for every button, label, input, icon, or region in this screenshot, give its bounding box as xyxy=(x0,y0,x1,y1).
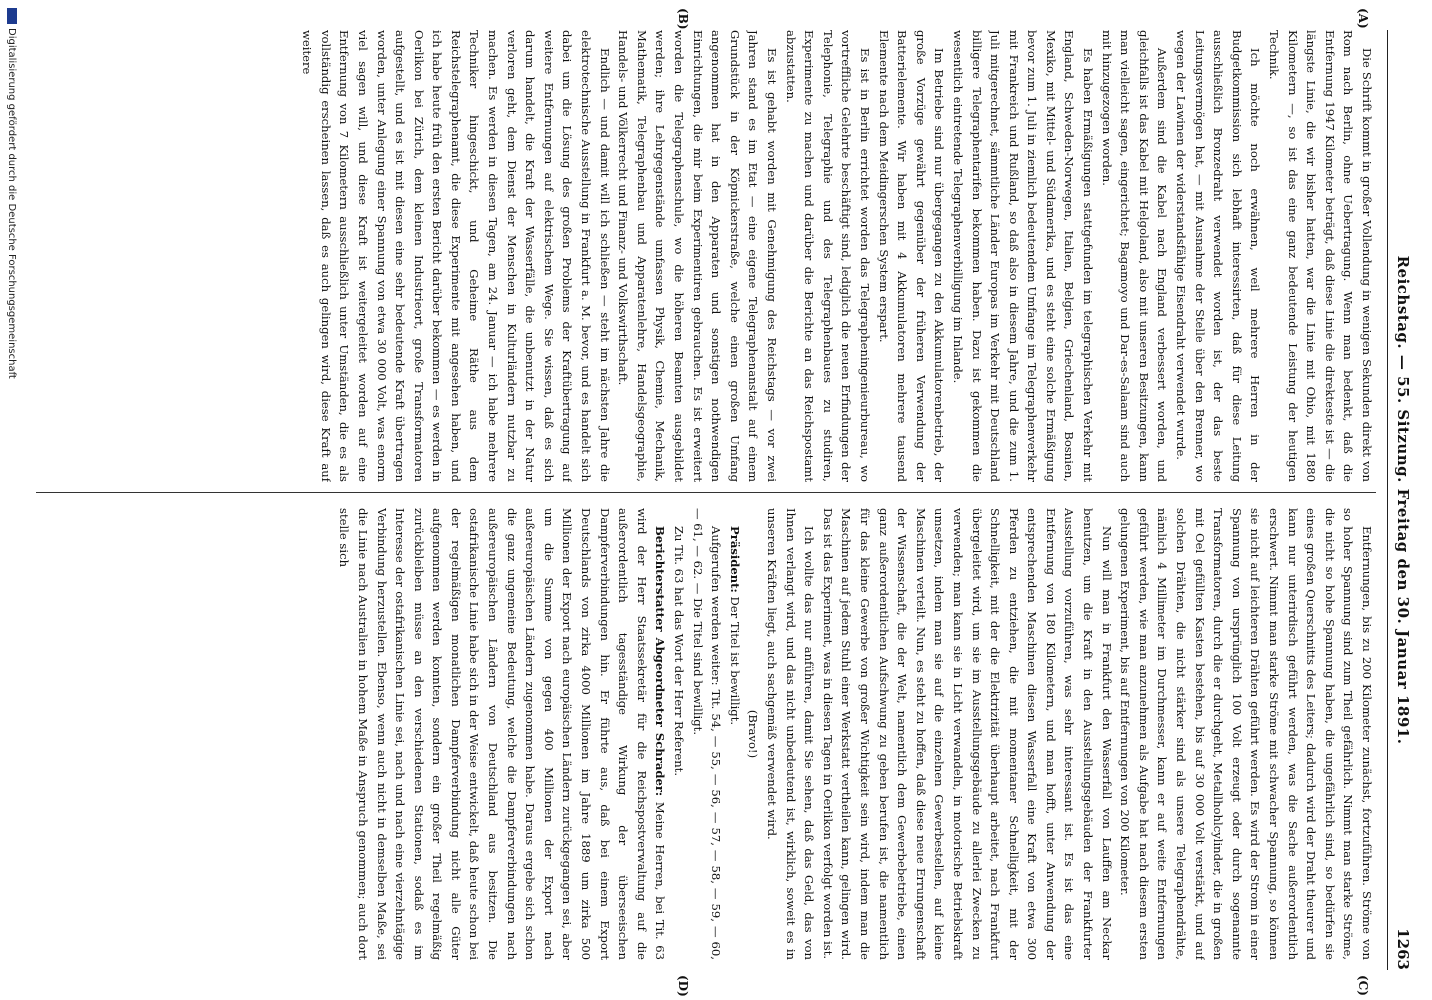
rapporteur-statement xyxy=(335,508,670,960)
paragraph: Ich wollte das nur anführen, damit Sie sehen, daß das Geld, das von Ihnen verlangt wird, und das nicht unbedeutend ist, wirklich, soweit es in unseren Kräften liegt, auch sachgemäß verwendet wird. xyxy=(765,508,817,960)
page-title: Reichstag. — 55. Sitzung. Freitag den 30. Januar 1891. xyxy=(1394,255,1412,745)
left-column xyxy=(36,30,1376,482)
paragraph: Es haben Ermäßigungen stattgefunden im telegraphischen Verkehr mit England, Schweden-Norwegen, Italien, Belgien, Griechenland, Bosnien, Mexiko, mit Mittel- und Südamerika, und es steht eine solche Ermäßigung bevor zum 1. Juli in ziemlich bedeutendem Umfange im Telegraphenverkehr mit Frankreich und Rußland, so daß also in diesem Jahre, und die zum 1. Juli mitgerechnet, sämmtliche Länder Europas im Verkehr mit Deutschland billigere Telegraphentarifen bekommen haben. Dazu ist gekommen die wesentlich eintretende Telegraphenverbilligung im Inlande. xyxy=(950,30,1096,482)
header-rule xyxy=(1387,30,1388,970)
paragraph: Es ist in Berlin errichtet worden das Telegrapheningenieurbureau, wo vortreffliche Gelehrte beschäftigt sind, lediglich die neuen Erfindungen der Telephonie, Telegraphie und des Telegraphenbaues zu studiren, Experimente zu machen und darüber die Berichte an das Reichspostamt abzustatten. xyxy=(783,30,872,482)
right-column xyxy=(36,508,1376,960)
paragraph: Aufgerufen werden weiter: Tit. 54, — 55, — 56, — 57, — 58, — 59, — 60, — 61, — 62. — Die Titel sind bewilligt. xyxy=(690,508,724,960)
paragraph: Zu Tit. 63 hat das Wort der Herr Referent. xyxy=(672,526,687,777)
paragraph: Nun will man in Frankfurt den Wasserfall von Lauffen am Neckar benutzen, um die Kraft in den Ausstellungsgebäuden der Frankfurter Ausstellung vorzuführen, was sehr interessant ist. Es ist das eine Entfernung von 180 Kilometern, und man hofft, unter Anwendung der entsprechenden Maschinen diesen Wasserfall eine Kraft von etwa 300 Pferden zu entziehen, die mit momentaner Schnelligkeit, mit der Schnelligkeit, mit der die Elektrizität überhaupt arbeitet, nach Frankfurt übergeleitet wird, um sie im Ausstellungsgebäude zu allerlei Zwecken zu verwenden; man kann sie in Licht verwandeln, in motorische Betriebskraft umsetzen, indem man sie auf die einzelnen Gewerbestellen, auf kleine Maschinen verteilt. Nun, es steht zu hoffen, daß diese neue Errungenschaft der Wissenschaft, die der Welt, namentlich dem Gewerbebetriebe, einen ganz außerordentlichen Aufschwung zu geben berufen ist, die namentlich für das kleine Gewerbe von großer Wichtigkeit sein wird, indem man die Maschinen auf jedem Stuhl einer Werkstatt vertheilen kann, gelingen wird. Das ist das Experiment, was in diesen Tagen in Oerlikon verfolgt worden ist. xyxy=(820,508,1114,960)
statement-text: Der Titel ist bewilligt. xyxy=(727,596,742,726)
paragraph: Im Betriebe sind nur übergegangen zu den Akkumulatorenbetrieb, der große Vorzüge gewährt gegenüber der früheren Verwendung der Batterielemente. Wir haben mit 4 Akkumulatoren mehrere tausend Elemente nach dem Meidingerschen System erspart. xyxy=(876,30,947,482)
margin-marker-d: (D) xyxy=(676,975,690,997)
margin-marker-c: (C) xyxy=(1356,975,1370,996)
paragraph: Außerdem sind die Kabel nach England verbessert worden, und gleichfalls ist das Kabel mit Helgoland, also mit unseren Besitzungen, kann man vielleicht sagen, eingerichtet; Bagamoyo und Dar-es-Salaam sind auch mit hinzugezogen worden. xyxy=(1099,30,1170,482)
statement-text: Meine Herren, bei Tit. 63 wird der Herr Staatssekretär für die Reichspostverwaltung auf die außerordentlich tagesständige Wirkung der überseeischen Dampferverbindungen hin. Er führte aus, daß bei einem Export Deutschlands von zirka 4000 Millionen im Jahre 1889 um zirka 500 Millionen der Export nach europäischen Ländern zurückgegangen sei, aber um die Summe von gegen 400 Millionen der Export nach außereuropäischen Ländern zugenommen habe. Daraus ergebe sich schon die ganz ungemeine Bedeutung, welche die Dampferverbindungen nach außereuropäischen Ländern von Deutschland aus besitzen. Die ostafrikanische Linie habe sich in der Weise entwickelt, daß heute schon bei der regelmäßigen monatlichen Dampferverbindung nicht alle Güter aufgenommen werden konnten, sondern ein großer Theil regelmäßig zurückbleiben müsse an den verschiedenen Stationen, sodaß es im Interesse der ostafrikanischen Linie sei, nach und nach eine vierzehntägige Verbindung herzustellen. Ebenso, wenn auch nicht in demselben Maße, sei die Linie nach Australien in hohem Maße in Anspruch genommen; auch dort stelle sich xyxy=(337,508,668,960)
paragraph: Die Schrift kommt in großer Vollendung in wenigen Sekunden direkt von Rom nach Berlin, ohne Uebertragung. Wenn man bedenkt, daß die Entfernung 1947 Kilometer beträgt, daß diese Linie die direkteste ist — die längste Linie, die wir bisher hatten, war die Linie mit Ohio, mit 1880 Kilometern —, so ist das eine ganz bedeutende Leistung der heutigen Technik. xyxy=(1267,30,1374,482)
margin-marker-b: (B) xyxy=(676,8,690,30)
column-divider xyxy=(36,492,1376,493)
digitization-footer xyxy=(6,0,17,1000)
applause-note: (Bravo!) xyxy=(746,709,761,759)
margin-marker-a: (A) xyxy=(1356,8,1370,29)
paragraph: Es ist gehabt worden mit Genehmigung des Reichstags — vor zwei Jahren stand es im Etat — eine eigene Telegraphenanstalt auf einem Grundstück in der Köpnickerstraße, welche einen großen Umfang angenommen hat in den Apparaten und sonstigen nothwendigen Einrichtungen, die mir beim Experimentiren gebrauchen. Es ist erweitert worden die Telegraphenschule, wo die höheren Beamten ausgebildet werden; ihre Lehrgegenstände umfassen Physik, Chemie, Mechanik, Mathematik, Telegraphenbau und Apparatenlehre, Handelsgeographie, Handels- und Völkerrecht und Finanz- und Volkswirthschaft. xyxy=(616,30,779,482)
page-header xyxy=(1384,30,1412,970)
president-statement xyxy=(725,508,744,960)
paragraph: Entfernungen, bis zu 200 Kilometer zunächst, fortzuführen. Ströme von so hoher Spannung sind zum Theil gefährlich. Nimmt man starke Ströme, die nicht so hohe Spannung haben, die ungefährlich sind, so bedürfen sie eines großen Querschnitts des Leiters; dadurch wird der Draht theurer und kann nur unterirdisch geführt werden, was die Sache außerordentlich erschwert. Nimmt man starke Ströme mit schwacher Spannung, so können sie nicht auf leichteren Drähten geführt werden. Es wird der Strom in einer Spannung von ursprünglich 100 Volt erzeugt oder durch sogenannte Transformatoren, durch die er durchgeht, Metallhohlcylinder, die in großen mit Oel gefüllten Kasten bestehen, bis auf 30 000 Volt verstärkt, und auf solchen Drähten, die nicht stärker sind als unsere Telegraphendrähte, nämlich 4 Millimeter im Durchmesser, kann er auf weite Entfernungen geführt werden, wie man anzunehmen als Aufgabe hat nach diesem ersten gelungenen Experiment, bis auf Entfernungen von 200 Kilometer. xyxy=(1118,508,1374,960)
paragraph: Endlich — und damit will ich schließen — steht im nächsten Jahre die elektrotechnische Ausstellung in Frankfurt a. M. bevor, und es handelt sich dabei um die Lösung des großen Problems der Kraftübertragung auf weitere Entfernungen auf elektrischem Wege. Sie wissen, daß es sich darum handelt, die Kraft der Wasserfälle, die unbenutzt in der Natur verloren geht, dem Dienst der Menschen in Kulturländern nutzbar zu machen. Es werden in diesen Tagen, am 24. Januar — ich habe mehrere Techniker hingeschickt, und Geheime Räthe aus dem Reichstelegraphenamt, die diese Experimente mit angesehen haben, und ich habe heute früh den ersten Bericht darüber bekommen — es werden in Oerlikon bei Zürich, dem kleinen Industrieort, große Transformatoren aufgestellt, und es ist mit diesen eine sehr bedeutende Kraft übertragen worden, unter Anlegung einer Spannung von etwa 30 000 Volt, was enorm viel sagen will, und diese Kraft ist weitergeleitet worden auf eine Entfernung von 7 Kilometern ausschließlich unter Umständen, die es als vollständig erscheinen lassen, daß es auch gelingen wird, diese Kraft auf weitere xyxy=(300,30,612,482)
paragraph: Ich möchte noch erwähnen, weil mehrere Herren in der Budgetkommission sich lebhaft interessirten, daß für diese Leitung ausschließlich Bronzedraht verwendet worden ist, der das beste Leitungsvermögen hat, — mit Ausnahme der Stelle über den Brenner, wo wegen der Lawinen der widerstandsfähige Eisendraht verwendet wurde. xyxy=(1174,30,1263,482)
speaker-label: Präsident: xyxy=(727,526,742,593)
page-number: 1263 xyxy=(1394,928,1412,970)
footer-text: Digitalisierung gefördert durch die Deutsche Forschungsgemeinschaft xyxy=(6,28,17,379)
speaker-label: Berichterstatter Abgeordneter Schrader: xyxy=(653,526,668,797)
dfg-logo-icon xyxy=(7,8,17,24)
